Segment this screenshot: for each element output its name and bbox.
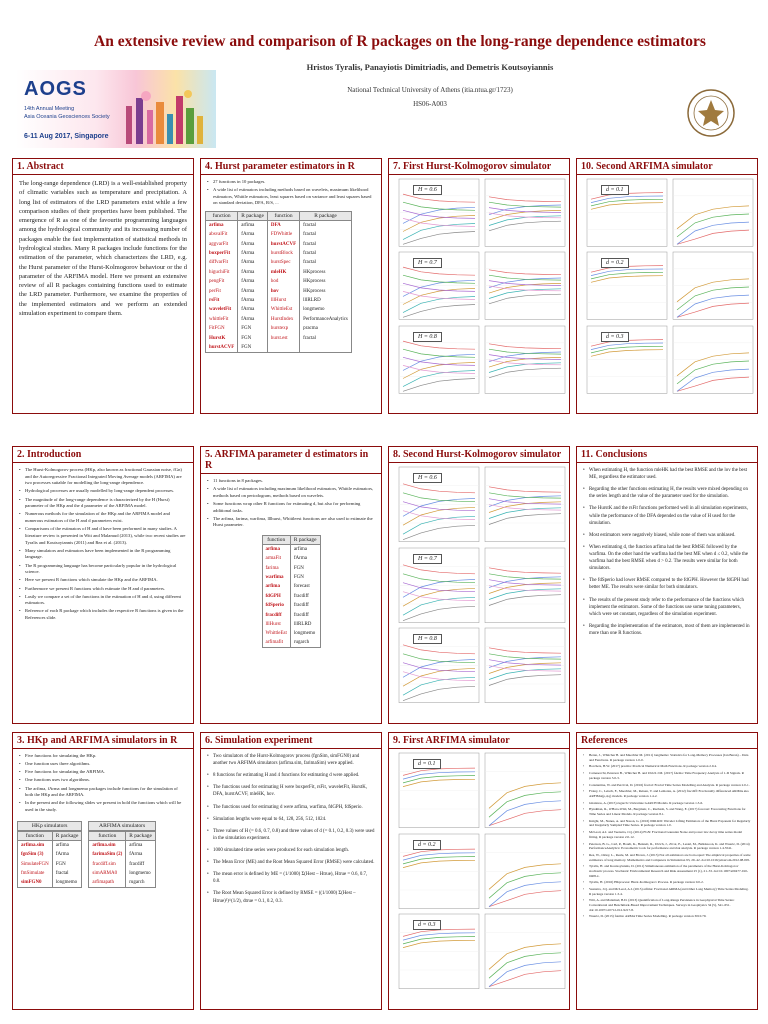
reference-item: • Wuertz, D. (2013) fArma: ARMA Time Series Modelling. R package version 3010.79. xyxy=(583,914,751,919)
function-cell: rsFit xyxy=(206,296,238,305)
table-row xyxy=(18,841,82,850)
panel-hurst-title: 4. Hurst parameter estimators in R xyxy=(201,159,381,175)
function-cell: arfima.sim xyxy=(18,841,53,850)
package-cell: rugarch xyxy=(290,639,320,648)
simulators-bullet: • One function uses three algorithms. xyxy=(19,761,187,768)
table-row xyxy=(206,258,352,267)
package-cell: fractal xyxy=(300,333,352,342)
reference-item: • Rea, W., Oxley, L., Reale, M. and Brown, J. (2013) Not all estimators are born equal: The empirical properties of some estimators of long memory. Mathematics and Computers in Simulation 93, 29–42. doi:10.1016/j.matcom.2012.08.005. xyxy=(583,853,751,862)
table-row xyxy=(206,268,352,277)
aogs-logo-meeting: 14th Annual Meeting xyxy=(24,106,75,112)
conclusions-bullet: • The fdSperio had lower RMSE compared to the fdGPH. However the fdGPH had better ME. The results were similar for both simulators. xyxy=(583,577,751,591)
package-cell: longmemo xyxy=(126,869,156,878)
panel-conclusions xyxy=(576,446,758,724)
parameter-label: H = 0.7 xyxy=(413,554,442,564)
table-header-cell: function xyxy=(262,536,290,545)
experiment-bullet: • The functions used for estimating H were boxperFit, rsFit, waveletFit, HurstK, DFA, hurstACVF, mleHK, hov. xyxy=(207,784,375,798)
experiment-bullets xyxy=(201,749,381,905)
conclusions-bullet: • Regarding the implementation of the estimators, most of them are implemented in more than one R functions. xyxy=(583,623,751,637)
simulation-result-row xyxy=(393,751,567,832)
table-row xyxy=(206,230,352,239)
function-cell: WhittleEst xyxy=(262,629,290,638)
function-cell: DFA xyxy=(267,221,299,230)
introduction-bullet: • Numerous methods for the simulation of the HKp and the ARFIMA model and numerous estimators of the H and d parameters exist. xyxy=(19,511,187,524)
introduction-bullet: • Here we present R functions which simulate the HKp and the ARFIMA. xyxy=(19,577,187,584)
function-cell: aggvarFit xyxy=(206,239,238,248)
table-row xyxy=(18,869,82,878)
package-cell: fArma xyxy=(238,315,268,324)
panel-second-hk-title: 8. Second Hurst-Kolmogorov simulator xyxy=(389,447,569,463)
table-row xyxy=(206,333,352,342)
table-header-cell: function xyxy=(18,832,53,841)
simulation-result-row xyxy=(393,546,567,627)
empty-cell xyxy=(300,343,352,352)
panel-experiment-title: 6. Simulation experiment xyxy=(201,733,381,749)
package-cell: HKprocess xyxy=(300,268,352,277)
function-cell: armaFit xyxy=(262,554,290,563)
empty-cell xyxy=(267,343,299,352)
function-cell: hurst.est xyxy=(267,333,299,342)
function-cell: farimaSim (2) xyxy=(89,850,126,859)
function-cell: fgnSim (3) xyxy=(18,850,53,859)
reference-item: • Witt, A. and Malamud, B.D. (2013) Quantification of Long-Range Persistence in Geophysical Time Series: Conventional and Benchmark-Based Improvement Techniques. Surveys in Geophysics 34 (5), 541–651. doi:10.1007/s10712-012-9217-8. xyxy=(583,898,751,912)
package-cell: fractal xyxy=(300,221,352,230)
function-cell: pengFit xyxy=(206,277,238,286)
table-row xyxy=(89,878,155,887)
arfima-est-bullet: • A wide list of estimators including maximum likelihood estimators, Whittle estimators, methods based on periodogram, methods based on wavelets. xyxy=(207,486,375,499)
package-cell: HKprocess xyxy=(300,286,352,295)
simulators-bullet: • In the present and the following slides we present in bold the functions which will be used in the study. xyxy=(19,800,187,813)
simulators-bullet: • One functions uses two algorithms. xyxy=(19,777,187,784)
reference-item: • Peterson, B. G., Carl, P., Boudt, K., Bennett, R., Ulrich, J., Zivot, E., Lestel, M., Balkissoon, K. and Wuertz, D. (2014) PerformanceAnalytics: Econometric tools for performance and risk analysis. R package version 1.4.3541. xyxy=(583,842,751,851)
package-cell: rugarch xyxy=(126,878,156,887)
table-row xyxy=(262,620,320,629)
function-cell: WhittleEst xyxy=(267,305,299,314)
panel-second-hk-simulator xyxy=(388,446,570,724)
function-cell: lllHurst xyxy=(267,296,299,305)
panel-second-arfima-title: 10. Second ARFIMA simulator xyxy=(577,159,757,175)
package-cell: arfima xyxy=(290,545,320,554)
function-cell: diffvarFit xyxy=(206,258,238,267)
experiment-bullet: • 8 functions for estimating H and 4 functions for estimating d were applied. xyxy=(207,772,375,779)
package-cell: fArma xyxy=(238,296,268,305)
poster-authors: Hristos Tyralis, Panayiotis Dimitriadis, and Demetris Koutsoyiannis xyxy=(306,62,554,72)
arfima-est-bullet: • The arfima, farima, warfima, lllhurst, Whittleest functions are also used to estimate the Hurst parameter. xyxy=(207,516,375,529)
hurst-bullets xyxy=(201,175,381,207)
references-list xyxy=(577,749,757,919)
package-cell: arfima xyxy=(238,221,268,230)
reference-item: • Borchers, H.W. (2017) pracma: Practical Numerical Math Functions. R package version 2.0.4. xyxy=(583,764,751,769)
experiment-bullet: • The Root Mean Squared Error is defined by RMSE = ((1/1000) Σ(Hest – Htrue)²)^(1/2), dtrue = 0.1, 0.2, 0.3. xyxy=(207,890,375,904)
table-row xyxy=(262,563,320,572)
table-row xyxy=(206,249,352,258)
parameter-label: H = 0.7 xyxy=(413,258,442,268)
table-row xyxy=(262,554,320,563)
table-row xyxy=(89,850,155,859)
reference-item: • Carnesecchi, Peterson B., Whitcher B. and Ulrich J.M. (2017) fArma: Time Frequency Analysis of 1-D Signals. R package version 3.0-3. xyxy=(583,771,751,780)
simulators-tables xyxy=(13,815,193,888)
aogs-logo-date: 6-11 Aug 2017, Singapore xyxy=(24,133,109,140)
package-cell: lllRLRD xyxy=(290,620,320,629)
hurst-bullet: • A wide list of estimators including methods based on wavelets, maximum likelihood estimators, Whittle estimators, least squares based on variance and least squares based on standard deviation, DFA, R/S, ... xyxy=(207,187,375,207)
arfima-est-bullet: • Some functions wrap other R functions for estimating d, but also for performing additional tasks. xyxy=(207,501,375,514)
function-cell: hurstACVF xyxy=(206,343,238,352)
table-header-cell: R package xyxy=(126,832,156,841)
package-cell: fArma xyxy=(238,249,268,258)
hkp-simulators-table xyxy=(17,831,82,888)
panel-first-arfima-simulator xyxy=(388,732,570,1010)
arfima-est-bullet: • 11 functions in 8 packages. xyxy=(207,478,375,485)
table-row xyxy=(206,239,352,248)
parameter-label: d = 0.1 xyxy=(413,759,441,769)
function-cell: FDWhittle xyxy=(267,230,299,239)
simulators-bullet: • The arfima, fArma and longmemo packages include functions for the simulation of both the HKp and the ARFIMA. xyxy=(19,786,187,799)
panel-first-arfima-title: 9. First ARFIMA simulator xyxy=(389,733,569,749)
simulation-result-row xyxy=(581,250,755,323)
simulation-result-row xyxy=(581,177,755,250)
hkp-simulators-heading: HKp simulators xyxy=(17,821,82,831)
table-row xyxy=(262,610,320,619)
introduction-bullet: • Lastly we compare a set of the functions in the estimation of H and d, using different estimators. xyxy=(19,594,187,607)
table-row xyxy=(18,860,82,869)
reference-item: • Beran, J., Whitcher B. and Maechler M. (2011) longmemo: Statistics for Long-Memory Processes (Jan Beran) – Data and Functions. R package version 1.0-0. xyxy=(583,753,751,762)
package-cell: lllRLRD xyxy=(300,296,352,305)
skyline-icon xyxy=(116,88,212,144)
arfima-simulators-table xyxy=(88,831,155,888)
function-cell: simFGN0 xyxy=(18,878,53,887)
table-row xyxy=(89,860,155,869)
introduction-bullet: • Hydrological processes are usually modelled by long-range dependent processes. xyxy=(19,488,187,495)
hurst-estimators-table xyxy=(205,211,352,352)
package-cell: fractal xyxy=(300,249,352,258)
table-header-cell: R package xyxy=(290,536,320,545)
package-cell: fArma xyxy=(52,850,82,859)
package-cell: fracdiff xyxy=(290,601,320,610)
package-cell: fArma xyxy=(238,239,268,248)
simulation-result-row xyxy=(393,250,567,323)
introduction-bullet: • Comparisons of the estimators of H and d have been performed in many studies. A literature review is presented in Witt and Malamud (2013), while two recent studies are Tyralis and Koutsoyiannis (2011) and Rea et al. (2013). xyxy=(19,526,187,546)
table-header-cell: R package xyxy=(300,212,352,221)
package-cell: fArma xyxy=(238,268,268,277)
function-cell: hurstBlock xyxy=(267,249,299,258)
function-cell: hurstSpec xyxy=(267,258,299,267)
introduction-bullet: • Many simulators and estimators have been implemented in the R programming language. xyxy=(19,548,187,561)
function-cell: fmSimulate xyxy=(18,869,53,878)
package-cell: longmemo xyxy=(52,878,82,887)
introduction-bullet: • Furthermore we present R functions which estimate the H and d parameters. xyxy=(19,586,187,593)
poster-affiliation: National Technical University of Athens (itia.ntua.gr/1723) xyxy=(347,86,513,94)
aogs-logo-society: Asia Oceania Geosciences Society xyxy=(24,114,110,120)
table-row xyxy=(262,601,320,610)
function-cell: fracdiff.sim xyxy=(89,860,126,869)
function-cell: whittleFit xyxy=(206,315,238,324)
simulators-bullets xyxy=(13,749,193,814)
function-cell: HurstK xyxy=(206,333,238,342)
hkp-simulators-block xyxy=(17,821,82,888)
conclusions-bullet: • When estimating H, the function mleHK had the best RMSE and the lov the best ME, regardless the estimator used. xyxy=(583,467,751,481)
table-row xyxy=(262,639,320,648)
table-row xyxy=(262,545,320,554)
package-cell: fArma xyxy=(290,554,320,563)
package-cell: pracma xyxy=(300,324,352,333)
panel-arfima-estimators xyxy=(200,446,382,724)
reference-item: • McLeod, A.I. and Veenstra, J.Q. (2014) FGN: Fractional Gaussian Noise and power law decay time series model fitting. R package version 2.0-12. xyxy=(583,830,751,839)
parameter-label: d = 0.3 xyxy=(413,920,441,930)
panel-references xyxy=(576,732,758,1010)
poster-header xyxy=(0,0,768,150)
simulation-result-row xyxy=(393,465,567,546)
reference-item: • Knight, M., Nunes, A. and Nason, G. (2016) lllRLRD: Wavelet Lifting Estimators of the Hurst Exponent for Regularly and Irregularly Sampled Time Series. R package version 1.0. xyxy=(583,819,751,828)
table-row xyxy=(262,629,320,638)
simulation-result-row xyxy=(581,324,755,397)
package-cell: FGN xyxy=(238,324,268,333)
parameter-label: d = 0.2 xyxy=(413,840,441,850)
reference-item: • Hyndman, R., O'Hara-Wild, M., Bergmeir, C., Razbash, S. and Wang, E. (2017) forecast: Forecasting Functions for Time Series and Linear Models. R package version 8.1. xyxy=(583,807,751,816)
panel-abstract-title: 1. Abstract xyxy=(13,159,193,175)
package-cell: fractal xyxy=(52,869,82,878)
function-cell: warfima xyxy=(262,573,290,582)
abstract-text: The long-range dependence (LRD) is a well-established property of climatic variables such as temperature and precipitation. A long list of estimators of the LRD parameters exist while a few comparison studies of their properties have been published. The emergence of R as one of the favourite programming languages among the hydrological community and its increasing number of packages enable the fast implementation of statistical methods in hydrological studies. Many R packages include functions for the estimation of the parameter, which characterizes the LRD, e.g. the Hurst parameter of the Hurst-Kolmogorov behaviour or the d parameter of the ARFIMA model. Here we present an extensive review of all R packages containing functions used to estimate the LRD parameter. Furthermore, we examine the properties of the implemented estimators and we perform an extended simulation experiment to compare them. xyxy=(19,180,187,317)
experiment-bullet: • Two simulators of the Hurst-Kolmogorov process (fgnSim, simFGN0) and another two ARFIMA simulators (arfima.sim, farimaSim) were applied. xyxy=(207,753,375,767)
function-cell: absvalFit xyxy=(206,230,238,239)
table-row xyxy=(262,592,320,601)
simulators-bullet: • Five functions for simulating the HKp. xyxy=(19,753,187,760)
panel-hurst-estimators xyxy=(200,158,382,414)
function-cell: higuchiFit xyxy=(206,268,238,277)
aogs-logo xyxy=(16,70,216,148)
package-cell: fractal xyxy=(300,239,352,248)
arfima-simulators-heading: ARFIMA simulators xyxy=(88,821,155,831)
package-cell: fracdiff xyxy=(290,610,320,619)
package-cell: longmemo xyxy=(290,629,320,638)
function-cell: FitFGN xyxy=(206,324,238,333)
table-header-cell: R package xyxy=(52,832,82,841)
function-cell: perFit xyxy=(206,286,238,295)
table-row xyxy=(89,841,155,850)
package-cell: fracdiff xyxy=(290,592,320,601)
conclusions-bullet: • Most estimators were negatively biased, while none of them was unbiased. xyxy=(583,532,751,539)
package-cell: longmemo xyxy=(300,305,352,314)
package-cell: fracdiff xyxy=(126,860,156,869)
panel-arfima-est-title: 5. ARFIMA parameter d estimators in R xyxy=(201,447,381,474)
function-cell: hov xyxy=(267,286,299,295)
parameter-label: d = 0.1 xyxy=(601,185,629,195)
arfima-simulators-block xyxy=(88,821,155,888)
experiment-bullet: • 1000 simulated time series were produced for each simulation length. xyxy=(207,847,375,854)
simulation-result-row xyxy=(393,626,567,707)
table-row xyxy=(206,286,352,295)
introduction-bullet: • The Hurst-Kolmogorov process (HKp, also known as fractional Gaussian noise, fGn) and the Autoregressive Fractional Integrated Moving Average models (ARFIMA) are two processes suitable for modelling the long-range dependence. xyxy=(19,467,187,487)
table-row xyxy=(206,277,352,286)
conclusions-bullets xyxy=(577,463,757,637)
function-cell: hurstACVF xyxy=(267,239,299,248)
panel-introduction-title: 2. Introduction xyxy=(13,447,193,463)
package-cell: FGN xyxy=(290,573,320,582)
table-row xyxy=(206,343,352,352)
parameter-label: d = 0.2 xyxy=(601,258,629,268)
conclusions-bullet: • The HurstK and the rsFit functions performed well in all simulation experiments, while the performance of the DFA depended on the value of H used for the simulation. xyxy=(583,505,751,526)
conclusions-bullet: • The results of the present study refer to the performance of the functions which implement the estimators. Some of the functions use some tuning parameters, which were set constant, regardless of the simulation experiment. xyxy=(583,597,751,618)
package-cell: fArma xyxy=(238,230,268,239)
table-row xyxy=(18,878,82,887)
package-cell: forecast xyxy=(290,582,320,591)
panel-abstract xyxy=(12,158,194,414)
table-row xyxy=(206,221,352,230)
parameter-label: H = 0.8 xyxy=(413,634,442,644)
panel-first-hk-simulator xyxy=(388,158,570,414)
function-cell: boxperFit xyxy=(206,249,238,258)
table-row xyxy=(89,869,155,878)
table-row xyxy=(262,582,320,591)
conclusions-bullet: • Regarding the other functions estimating H, the results were mixed depending on the series length and the value of the parameter used for the simulation. xyxy=(583,486,751,500)
arfima-estimators-table xyxy=(262,535,321,648)
hurst-bullet: • 27 functions in 10 packages. xyxy=(207,179,375,186)
simulation-result-row xyxy=(393,832,567,913)
experiment-bullet: • The functions used for estimating d were arfima, warfima, fdGPH, fdSperio. xyxy=(207,804,375,811)
package-cell: HKprocess xyxy=(300,277,352,286)
experiment-bullet: • Three values of H (= 0.6, 0.7, 0.8) and three values of d (= 0.1, 0.2, 0.3) were used in the simulation experiment. xyxy=(207,828,375,842)
simulators-bullet: • Five functions for simulating the ARFIMA. xyxy=(19,769,187,776)
function-cell: fdGPH xyxy=(262,592,290,601)
package-cell: fArma xyxy=(126,850,156,859)
conclusions-bullet: • When estimating d, the function arfima had the best RMSE followed by the warfima. On the other hand the warfima had the best ME when d ≤ 0.2, while the warfima had the best RMSE when d > 0.2. The results were similar for both simulators. xyxy=(583,544,751,572)
function-cell: fdSperio xyxy=(262,601,290,610)
function-cell: arfimapath xyxy=(89,878,126,887)
function-cell: hod xyxy=(267,277,299,286)
simulation-result-row xyxy=(393,177,567,250)
package-cell: FGN xyxy=(238,333,268,342)
introduction-bullet: • Reference of each R package which includes the respective R functions is given in the References slide. xyxy=(19,608,187,621)
function-cell: arfimafit xyxy=(262,639,290,648)
parameter-label: H = 0.6 xyxy=(413,185,442,195)
function-cell: arfima.sim xyxy=(89,841,126,850)
experiment-bullet: • The Mean Error (ME) and the Root Mean Squared Error (RMSE) were calculated. xyxy=(207,859,375,866)
function-cell: SimulateFGN xyxy=(18,860,53,869)
table-row xyxy=(206,305,352,314)
poster-title: An extensive review and comparison of R packages on the long-range dependence estimators xyxy=(94,33,706,50)
function-cell: arfima xyxy=(262,545,290,554)
panel-simulators xyxy=(12,732,194,1010)
parameter-label: H = 0.8 xyxy=(413,332,442,342)
reference-item: • Fraley, C., Leisch, F., Maechler, M., Reisen, V. and Lemonte, A. (2012) fracdiff: Fractionally differenced ARIMA aka ARFIMA(p,d,q) models. R package version 1.4-2. xyxy=(583,789,751,798)
simulation-result-row xyxy=(393,912,567,993)
function-cell: fracdiff xyxy=(262,610,290,619)
package-cell: PerformanceAnalytics xyxy=(300,315,352,324)
function-cell: hurstexp xyxy=(267,324,299,333)
package-cell: fArma xyxy=(238,286,268,295)
package-cell: fractal xyxy=(300,258,352,267)
table-header-cell: R package xyxy=(238,212,268,221)
panel-first-hk-title: 7. First Hurst-Kolmogorov simulator xyxy=(389,159,569,175)
introduction-bullets xyxy=(13,463,193,622)
table-row xyxy=(262,573,320,582)
experiment-bullet: • Simulation lengths were equal to 64, 128, 256, 512, 1024. xyxy=(207,816,375,823)
package-cell: fArma xyxy=(238,258,268,267)
package-cell: FGN xyxy=(238,343,268,352)
table-header-cell: function xyxy=(267,212,299,221)
function-cell: simARMA0 xyxy=(89,869,126,878)
table-row xyxy=(206,315,352,324)
function-cell: arfima xyxy=(262,582,290,591)
table-row xyxy=(206,296,352,305)
ntua-seal-icon xyxy=(686,88,736,138)
table-header-cell: function xyxy=(206,212,238,221)
aogs-logo-name: AOGS xyxy=(24,78,87,100)
introduction-bullet: • The magnitude of the long-range dependence is characterized by the H (Hurst) parameter of the HKp and the d parameter of the ARFIMA model. xyxy=(19,497,187,510)
reference-item: • Ghalanos, A. (2015) rugarch: Univariate GARCH Models. R package version 1.3-6. xyxy=(583,801,751,806)
table-row xyxy=(206,324,352,333)
package-cell: arfima xyxy=(52,841,82,850)
panel-introduction xyxy=(12,446,194,724)
package-cell: FGN xyxy=(290,563,320,572)
panel-conclusions-title: 11. Conclusions xyxy=(577,447,757,463)
function-cell: farima xyxy=(262,563,290,572)
simulation-result-row xyxy=(393,324,567,397)
table-header-cell: function xyxy=(89,832,126,841)
reference-item: • Tyralis, H. and Koutsoyiannis, D. (2011) Simultaneous estimation of the parameters of the Hurst-Kolmogorov stochastic process. Stochastic Environmental Research and Risk Assessment 25 (1), 21–33. doi:10.1007/s00477-010-0408-x. xyxy=(583,864,751,878)
panel-references-title: References xyxy=(577,733,757,749)
panel-simulators-title: 3. HKp and ARFIMA simulators in R xyxy=(13,733,193,749)
function-cell: lllHurst xyxy=(262,620,290,629)
reference-item: • Veenstra, J.Q. and McLeod, A.I. (2015) arfima: Fractional ARIMA (and Other Long Memory) Time Series Modeling. R package version 1.3-4. xyxy=(583,887,751,896)
panel-second-arfima-simulator xyxy=(576,158,758,414)
panel-simulation-experiment xyxy=(200,732,382,1010)
poster-code: HS06-A003 xyxy=(413,100,447,108)
package-cell: fArma xyxy=(238,277,268,286)
function-cell: HurstIndex xyxy=(267,315,299,324)
arfima-est-bullets xyxy=(201,474,381,529)
function-cell: mleHK xyxy=(267,268,299,277)
package-cell: fArma xyxy=(238,305,268,314)
reference-item: • Constantine, W. and Percival, D. (2016) fractal: Fractal Time Series Modelling and Analysis. R package version 2.0-1. xyxy=(583,783,751,788)
table-row xyxy=(18,850,82,859)
experiment-bullet: • The mean error is defined by ME = (1/1000) Σ(Hest – Htrue), Htrue = 0.6, 0.7, 0.8. xyxy=(207,871,375,885)
parameter-label: d = 0.3 xyxy=(601,332,629,342)
package-cell: FGN xyxy=(52,860,82,869)
package-cell: fractal xyxy=(300,230,352,239)
reference-item: • Tyralis, H. (2016) HKprocess: Hurst-Kolmogorov Process. R package version 0.0-2. xyxy=(583,880,751,885)
parameter-label: H = 0.6 xyxy=(413,473,442,483)
package-cell: arfima xyxy=(126,841,156,850)
introduction-bullet: • The R programming language has become particularly popular in the hydrological science. xyxy=(19,563,187,576)
function-cell: waveletFit xyxy=(206,305,238,314)
function-cell: arfima xyxy=(206,221,238,230)
